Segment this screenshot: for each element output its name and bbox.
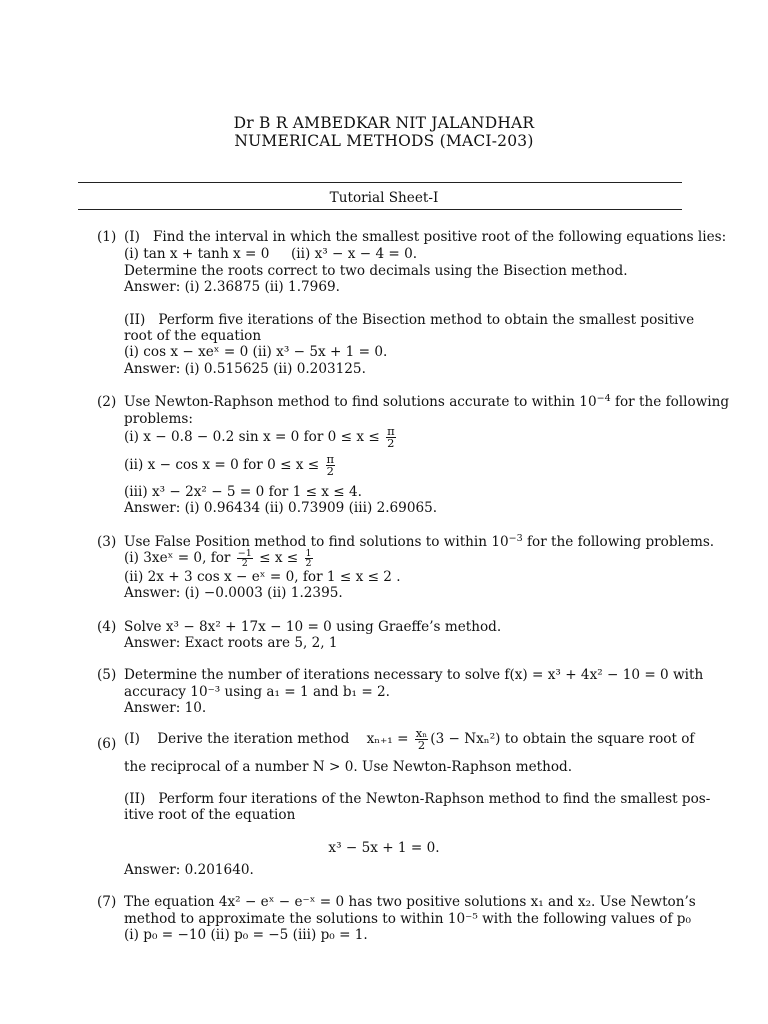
equation: (3 − Nxₙ²) to obtain the square root of bbox=[430, 731, 695, 747]
question-text: Find the interval in which the smallest positive root of the following equations lies: bbox=[152, 229, 727, 245]
inequality: ≤ x ≤ bbox=[259, 550, 299, 566]
answer-text: Answer: 10. bbox=[124, 700, 207, 716]
question-number: (5) bbox=[97, 667, 117, 683]
question-number: (2) bbox=[97, 394, 117, 410]
question-text: itive root of the equation bbox=[124, 807, 296, 823]
equation: (ii) 2x + 3 cos x − eˣ = 0, for 1 ≤ x ≤ 2 . bbox=[124, 569, 401, 585]
question-text: Use False Position method to find solutions to within 10 bbox=[124, 534, 509, 550]
question-text: Use Newton-Raphson method to find solutions accurate to within 10 bbox=[124, 394, 597, 410]
answer-text: Answer: (i) 0.96434 (ii) 0.73909 (iii) 2.69065. bbox=[124, 500, 438, 516]
equation: (iii) x³ − 2x² − 5 = 0 for 1 ≤ x ≤ 4. bbox=[124, 484, 362, 500]
question-text: method to approximate the solutions to within 10⁻⁵ with the following values of p₀ bbox=[124, 911, 691, 927]
instruction-text: Determine the roots correct to two decimals using the Bisection method. bbox=[124, 263, 628, 279]
question-number: (7) bbox=[97, 894, 117, 910]
answer-text: Answer: (i) 0.515625 (ii) 0.203125. bbox=[124, 361, 366, 377]
fraction: $\frac{\pi}{2}$ bbox=[387, 424, 395, 450]
question-text: problems: bbox=[124, 411, 193, 427]
question-text: Perform four iterations of the Newton-Raphson method to find the smallest pos- bbox=[158, 791, 711, 807]
answer-text: Answer: (i) 2.36875 (ii) 1.7969. bbox=[124, 279, 340, 295]
equation: (ii) x³ − x − 4 = 0. bbox=[290, 246, 418, 262]
fraction: $\frac{\pi}{2}$ bbox=[326, 452, 335, 478]
part-label: (I) bbox=[124, 731, 140, 747]
fraction: $\frac{1}{2}$ bbox=[305, 548, 312, 569]
part-label: (II) bbox=[124, 312, 146, 328]
fraction: $\frac{\text{xₙ}}{2}$ bbox=[415, 726, 428, 752]
answer-text: Answer: Exact roots are 5, 2, 1 bbox=[124, 635, 338, 651]
question-number: (3) bbox=[97, 534, 117, 550]
institute-title: Dr B R AMBEDKAR NIT JALANDHAR bbox=[233, 114, 535, 132]
equation: (i) 3xeˣ = 0, for bbox=[124, 550, 231, 566]
question-text: Determine the number of iterations necessary to solve f(x) = x³ + 4x² − 10 = 0 with bbox=[124, 667, 704, 683]
fraction: $\frac{-1}{2}$ bbox=[237, 548, 252, 569]
question-text: (i) p₀ = −10 (ii) p₀ = −5 (iii) p₀ = 1. bbox=[124, 927, 368, 943]
equation: xₙ₊₁ = bbox=[366, 731, 409, 747]
question-text: Perform five iterations of the Bisection method to obtain the smallest positive bbox=[158, 312, 695, 328]
answer-text: Answer: (i) −0.0003 (ii) 1.2395. bbox=[124, 585, 343, 601]
question-text: Derive the iteration method bbox=[157, 731, 350, 747]
answer-text: Answer: 0.201640. bbox=[124, 862, 254, 878]
question-text: accuracy 10⁻³ using a₁ = 1 and b₁ = 2. bbox=[124, 684, 390, 700]
question-number: (1) bbox=[97, 229, 117, 245]
equation: (i) cos x − xeˣ = 0 (ii) x³ − 5x + 1 = 0. bbox=[124, 344, 388, 360]
equation: (i) x − 0.8 − 0.2 sin x = 0 for 0 ≤ x ≤ bbox=[124, 429, 380, 445]
exponent: −4 bbox=[596, 393, 611, 404]
part-label: (I) bbox=[124, 229, 140, 245]
exponent: −3 bbox=[508, 533, 523, 544]
question-text: root of the equation bbox=[124, 328, 262, 344]
top-rule bbox=[78, 182, 682, 183]
bottom-rule bbox=[78, 209, 682, 210]
question-text: for the following bbox=[610, 394, 730, 410]
course-title: NUMERICAL METHODS (MACI-203) bbox=[234, 132, 534, 150]
question-text: the reciprocal of a number N > 0. Use Newton-Raphson method. bbox=[124, 759, 573, 775]
question-text: for the following problems. bbox=[522, 534, 715, 550]
part-label: (II) bbox=[124, 791, 146, 807]
display-equation: x³ − 5x + 1 = 0. bbox=[328, 840, 440, 856]
question-text: The equation 4x² − eˣ − e⁻ˣ = 0 has two positive solutions x₁ and x₂. Use Newton’s bbox=[124, 894, 696, 910]
equation: (ii) x − cos x = 0 for 0 ≤ x ≤ bbox=[124, 457, 320, 473]
question-number: (4) bbox=[97, 619, 117, 635]
question-text: Solve x³ − 8x² + 17x − 10 = 0 using Graeffe’s method. bbox=[124, 619, 502, 635]
equation: (i) tan x + tanh x = 0 bbox=[124, 246, 270, 262]
question-number: (6) bbox=[97, 736, 117, 752]
sheet-title: Tutorial Sheet-I bbox=[329, 190, 439, 206]
